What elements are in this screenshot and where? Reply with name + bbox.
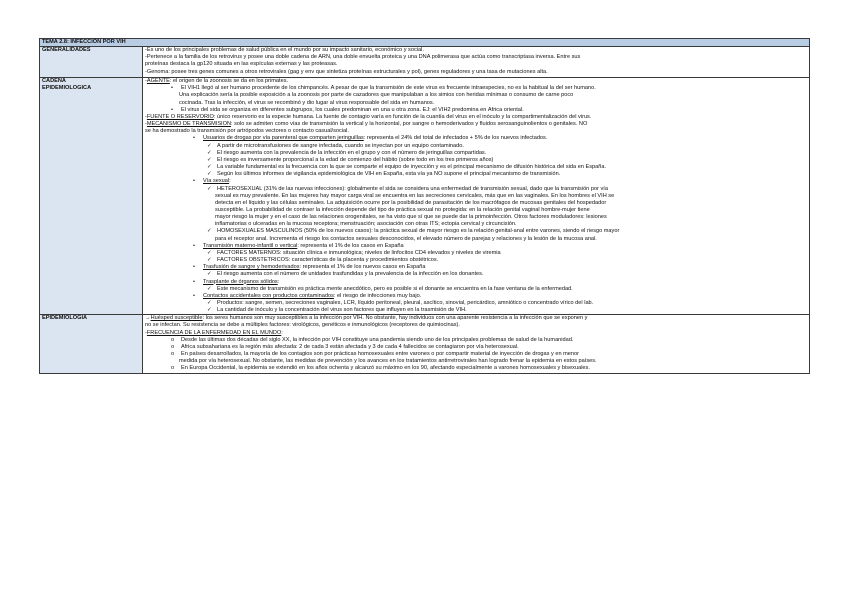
bullet-marker: ✓ (207, 171, 212, 178)
section-label-text: EPIDEMIOLOGIA (42, 315, 88, 322)
section-label (40, 47, 143, 78)
section-label-text: EPIDEMIOLOGICA (42, 85, 92, 92)
line-text: El riesgo aumenta con el número de unidades trasfundidas y la prevalencia de la infección en los donantes. (217, 271, 484, 278)
line-text: : (281, 329, 283, 336)
section-content (143, 315, 810, 373)
bullet-marker: ✓ (207, 257, 212, 264)
text-line (145, 143, 807, 150)
underlined-heading: MECANISMO DE TRANSMISIÓN (146, 121, 231, 128)
line-text: HOMOSEXUALES MASCULINOS (50% de los nuevos casos): la práctica sexual de mayor riesgo es la relación genital-anal entre varones, siendo el riesgo mayor (217, 228, 620, 235)
line-text: : (229, 178, 231, 185)
underlined-heading: AGENTE (146, 78, 170, 85)
line-text: Según los últimos informes de vigilancia epidemiológica de VIH en España, esta vía ya NO supone el principal mecanismo de transmisión. (217, 171, 561, 178)
text-line (145, 107, 807, 114)
text-line (145, 337, 807, 344)
text-line (145, 271, 807, 278)
text-line (145, 243, 807, 250)
line-text: cocinada. Tras la infección, el virus se recombinó y dio lugar al virus responsable del sida en humanos. (179, 99, 435, 106)
bullet-marker: ✓ (207, 149, 212, 156)
text-line (145, 250, 807, 257)
bullet-marker: o (171, 351, 175, 358)
text-line (145, 200, 807, 207)
bullet-marker: ✓ (207, 228, 212, 235)
text-line (145, 92, 807, 99)
line-prefix: - (145, 329, 147, 336)
text-line (145, 85, 807, 92)
bullet-marker: o (171, 343, 175, 350)
text-line (145, 164, 807, 171)
bullet-marker: • (193, 135, 195, 142)
line-text: detecta en el líquido y las células seminales. La adquisición ocurre por la posibilidad de parasitación de los macrófagos de mucosas genitales del hospedador (215, 199, 607, 206)
text-line (145, 365, 807, 372)
section-label (40, 78, 143, 315)
text-line (145, 78, 807, 85)
section-content (143, 47, 810, 78)
section-label-text: CADENA (42, 78, 66, 85)
section-label (40, 315, 143, 373)
section-content (143, 78, 810, 315)
bullet-marker: • (171, 106, 173, 113)
text-line (145, 286, 807, 293)
line-text: : único reservorio es la especie humana. La fuente de contagio varía en función de la cuantía del virus en el inóculo y la compartimentalización del virus. (213, 113, 592, 120)
line-text: inflamatorias o ulceradas en la mucosa receptora; menstruación; asociación con otras ITS; ectopia cervical y circuncisión. (215, 221, 517, 228)
text-line (145, 135, 807, 142)
text-line (145, 257, 807, 264)
line-text: : (277, 278, 280, 285)
line-text: La cantidad de inóculo y la concentración del virus son factores que influyen en la trasmisión de VIH. (217, 307, 467, 314)
text-line (145, 264, 807, 271)
text-line (145, 351, 807, 358)
line-text: Desde las últimas dos décadas del siglo XX, la infección por VIH constituye una pandemia siendo uno de los principales problemas de salud de la humanidad. (181, 336, 574, 343)
text-line (145, 69, 807, 76)
text-line (145, 307, 807, 314)
text-line (145, 150, 807, 157)
text-line (145, 171, 807, 178)
text-line (145, 207, 807, 214)
underlined-heading: Usuarios de drogas por vía parenteral que comparten jeringuillas (203, 135, 364, 142)
bullet-marker: • (171, 85, 173, 92)
line-text: FACTORES OBSTÉTRICOS: características de la placenta y procedimientos obstétricos. (217, 257, 439, 264)
text-line (145, 121, 807, 128)
line-text: para el receptor anal. Incrementa el riesgo los contactos sexuales desconocidos, el elevado número de parejas y relaciones y la lesión de la mucosa anal. (215, 235, 597, 242)
underlined-heading: Huésped susceptible (150, 315, 203, 322)
bullet-marker: ✓ (207, 307, 212, 314)
line-text: Productos: sangre, semen, secreciones vaginales, LCR, líquido peritoneal, pleural, ascítico, sinovial, pericárdico, amniótico o concentrado vírico del lab. (217, 300, 594, 306)
line-text: FACTORES MATERNOS: situación clínica e inmunológica; niveles de linfocitos CD4 elevados y niveles de viremia (217, 249, 501, 256)
underlined-heading: Trasplante de órganos sólidos (203, 278, 278, 285)
text-line (145, 193, 807, 200)
bullet-marker: ✓ (207, 142, 212, 149)
text-line (145, 54, 807, 61)
line-text: El VIH1 llegó al ser humano procedente de los chimpancés. A pesar de que la transmisión de este virus es frecuente intraespecies, no es la habitual la del ser humano. (181, 85, 596, 92)
line-text: proteínas destaca la gp120 situada en las espículas externas y las proteasas. (145, 61, 338, 68)
line-text: medida por vía heterosexual. No obstante, las medidas de prevención y los avances en los tratamientos antirretrovirales han logrado frenar la epidemia en estos países. (179, 358, 597, 365)
text-line (145, 344, 807, 351)
text-line (145, 47, 807, 54)
line-text: Este mecanismo de transmisión es práctica mente anecdótico, pero es posible si el donante se encuentra en la fase ventana de la enfermedad. (217, 285, 573, 292)
line-text: -Pertenece a la familia de los retrovirus y posee una doble cadena de ARN, una doble envuelta proteica y una DNA polimerasa que actúa como transcriptasa inversa. Entre sus (145, 54, 581, 61)
text-line (145, 186, 807, 193)
line-text: se ha demostrado la transmisión por artrópodos vectores o contacto casual/social. (145, 128, 349, 135)
underlined-heading: Vía sexual (203, 178, 230, 185)
section-row-generalidades (40, 47, 810, 78)
bullet-marker: ✓ (207, 185, 212, 192)
bullet-marker: o (171, 365, 175, 372)
bullet-marker: • (193, 242, 195, 249)
line-text: : el riesgo de infecciones muy bajo. (333, 292, 422, 299)
line-text: : representa el 1% de los casos en España (297, 242, 404, 249)
line-text: : los seres humanos son muy susceptibles a la infección por VIH. No obstante, hay individuos con una aparente resistencia a la infección que se exponen y (202, 315, 588, 322)
bullet-marker: • (193, 278, 195, 285)
line-text: susceptible. La probabilidad de contraer la infección depende del tipo de práctica sexual no protegida: en la relación genital vaginal hombre-mujer tiene (215, 206, 590, 213)
text-line (145, 236, 807, 243)
underlined-heading: Contactos accidentales con productos contaminados (203, 292, 334, 299)
bullet-marker: • (193, 292, 195, 299)
underlined-heading: Transmisión materno-infantil o vertical (203, 242, 298, 249)
section-row-cadena-epidemiologica (40, 78, 810, 315)
line-prefix: - (145, 113, 147, 120)
text-line (145, 221, 807, 228)
text-line (145, 178, 807, 185)
bullet-marker: • (193, 178, 195, 185)
text-line (145, 293, 807, 300)
line-text: no se infectan. Su resistencia se debe a múltiples factores: virológicos, genéticos e inmunológicos (receptores de quimiocinas). (145, 322, 460, 329)
line-text: : el origen de la zoonosis se da en los primates. (169, 78, 289, 85)
bullet-marker: ✓ (207, 285, 212, 292)
line-text: mayor riesgo la mujer y en el caso de las relaciones orogenitales, se ha visto que sí que se puede dar la primoinfección. Otros factores moduladores: lesiones (215, 214, 607, 221)
text-line (145, 358, 807, 365)
text-line (145, 100, 807, 107)
table-title: TEMA 2.8: INFECCIÓN POR VIH (40, 39, 810, 47)
summary-table (39, 38, 810, 374)
line-text: El riesgo aumenta con la prevalencia de la infección en el grupo y con el número de jeringuillas compartidas. (217, 149, 487, 156)
text-line (145, 214, 807, 221)
text-line (145, 315, 807, 322)
text-line (145, 279, 807, 286)
section-label-text: GENERALIDADES (42, 47, 91, 54)
bullet-marker: ✓ (207, 300, 212, 306)
text-line (145, 61, 807, 68)
underlined-heading: FRECUENCIA DE LA ENFERMEDAD EN EL MUNDO (146, 329, 282, 336)
line-text: : representa el 1% de los nuevos casos en España (299, 264, 426, 271)
section-row-epidemiologia (40, 315, 810, 373)
bullet-marker: • (193, 264, 195, 271)
text-line (145, 128, 807, 135)
underlined-heading: FUENTE O RESERVORIO (146, 113, 214, 120)
bullet-marker: ✓ (207, 164, 212, 171)
line-text: África subsahariana es la región más afectada: 2 de cada 3 están afectada y 3 de cada 4 fallecidos se contagiaron por vía heterosexual. (181, 343, 519, 350)
line-text: sexual es muy prevalente. En las mujeres hay mayor carga viral se encuentra en las secreciones cervicales, más que en las vaginales. En los hombres el VIH se (215, 192, 615, 199)
bullet-marker: o (171, 336, 175, 343)
line-prefix: - (145, 78, 147, 85)
text-line (145, 330, 807, 337)
line-text: A partir de microtransfusiones de sangre infectada, cuando se inyectan por un equipo contaminado. (217, 142, 464, 149)
title-row (40, 39, 810, 47)
text-line (145, 157, 807, 164)
line-text: En Europa Occidental, la epidemia se extendió en los años ochenta y alcanzó su máximo en los 90, afectando especialmente a varones homosexuales y bisexuales. (181, 365, 590, 372)
line-text: En países desarrollados, la mayoría de los contagios son por prácticas homosexuales entre varones o por compartir material de inyección de drogas y en menor (181, 351, 579, 358)
line-text: El virus del sida se organiza en diferentes subgrupos, los cuales predominan en una u otra zona. EJ: el VIH2 predomina en África oriental. (181, 106, 524, 113)
line-prefix: → (145, 315, 151, 322)
line-text: Una explicación sería la posible exposición a la zoonosis por parte de cazadores que manipulaban a los simios con heridas mínimas o consumo de carne poco (179, 92, 574, 99)
line-text: HETEROSEXUAL (31% de las nuevas infecciones): globalmente el sida se considera una enfermedad de transmisión sexual, dado que la transmisión por vía (217, 185, 608, 192)
line-text: La variable fundamental es la frecuencia con la que se comparte el equipo de inyección y es el principal mecanismo de difusión histórica del sida en España. (217, 164, 606, 171)
underlined-heading: Trasfusión de sangre y hemoderivados (203, 264, 300, 271)
bullet-marker: ✓ (207, 156, 212, 163)
bullet-marker: ✓ (207, 271, 212, 278)
line-text: El riesgo es inversamente proporcional a la edad de comienzo del hábito (sobre todo en los tres primeros años) (217, 156, 494, 163)
text-line (145, 322, 807, 329)
text-line (145, 300, 807, 307)
line-text: : representa el 24% del total de infectados + 5% de los nuevos infectados. (363, 135, 548, 142)
text-line (145, 228, 807, 235)
line-text: -Genoma: posee tres genes comunes a otros retrovirales (gag y env que sintetiza proteínas estructurales y pol), genes reguladores y una tasa de mutaciones alta. (145, 68, 548, 75)
text-line (145, 114, 807, 121)
line-prefix: - (145, 121, 147, 128)
line-text: -Es uno de los principales problemas de salud pública en el mundo por su impacto sanitario, económico y social. (145, 47, 424, 54)
line-text: : solo se admiten como vías de transmisión la vertical y la horizontal, por sangre o hemoderivados y fluidos serosanguinolientos o genitales. NO (231, 121, 588, 128)
bullet-marker: ✓ (207, 249, 212, 256)
